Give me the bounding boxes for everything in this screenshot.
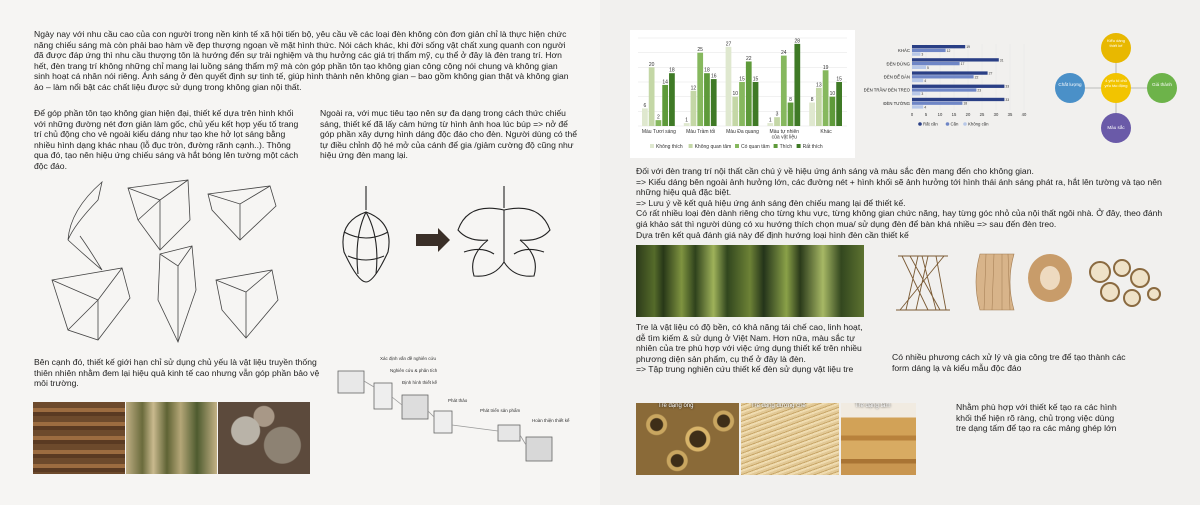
flower-bud-to-bloom-sketch	[318, 182, 558, 302]
data-label: 18	[704, 67, 710, 74]
intro-paragraph: Ngày nay với nhu cầu cao của con người trong nền kinh tế xã hội tiến bộ, yêu cầu về các loại đèn không còn đơn giản chỉ là thực hiện chức năng chiếu sáng mà còn phải bao hàm về đẹp thượng ngoạn về mặt hình thức. Nói cách khác, khi đời sống vật chất xung quanh con người đã được đáp ứng thì nhu cầu thượng tôn là hướng đến sự trải nghiệm và thụ hưởng các giá trị thẩm mỹ, cụ thể ở đây là đèn trang trí. Hơn hết, đèn trang trí không những chỉ mang lại luồng sáng thẩm mỹ mà còn góp phần tôn tạo không gian công cộng nói chung và không gian sinh hoạt cá nhân nói riêng. Ánh sáng ở đèn quyết định sự tinh tế, giúp hình thành nên không gian – bao gồm không gian thật và không gian ảo – làm nổi bật các chất liệu được sử dụng trong không gian nội thất.	[34, 29, 569, 92]
bar	[711, 79, 717, 126]
process-steps	[372, 356, 582, 471]
process-step-2: Nghiên cứu & phân tích	[390, 368, 438, 373]
data-label: 13	[816, 82, 822, 89]
legend-label: Không quan tâm	[694, 144, 732, 150]
data-label: 12	[690, 85, 697, 92]
category-label: ĐÈN ĐỨNG	[886, 61, 910, 67]
bar	[732, 97, 738, 126]
bar	[704, 73, 710, 126]
data-label: 17	[960, 62, 965, 67]
mindmap-bottom: Màu sắc	[1107, 125, 1125, 130]
material-paragraph: Bên cạnh đó, thiết kế giới hạn chỉ sử dụng chủ yếu là vật liệu truyền thống thiên nhiên nhằm đem lại hiệu quả kinh tế cao nhưng vẫn góp phần bảo vệ môi trường.	[34, 357, 320, 389]
bamboo-panel-photo	[841, 403, 916, 475]
bar	[912, 49, 946, 52]
legend-swatch	[963, 122, 967, 126]
process-step-5: Phát triển sản phẩm	[480, 408, 521, 413]
category-label: Màu Trầm tối	[686, 129, 716, 135]
bar	[912, 58, 999, 61]
bar	[774, 117, 780, 126]
bamboo-forest-photo	[126, 402, 217, 474]
data-label: 4	[924, 105, 927, 110]
bar	[656, 120, 662, 126]
lighting-analysis-paragraph: Đối với đèn trang trí nội thất cần chú ý về hiệu ứng ánh sáng và màu sắc đèn mang đến cho không gian. => Kiểu dáng bên ngoài ảnh hưởng lớn, các đường nét + hình khối sẽ ảnh hưởng tới hình thái ánh sáng phát ra, hắt lên tường và tạo nên những hiệu quả đặc biệt. => Lưu ý về kết quả hiệu ứng ánh sáng đèn chiếu mang lại để thiết kế. Có rất nhiều loại đèn dành riêng cho từng khu vực, từng không gian chức năng, hay từng góc nhỏ của nội thất ngôi nhà. Ở đây, theo đánh giá khảo sát thì người dùng có xu hướng thích chọn mua/ sử dụng đèn để bàn khá nhiều => sau đến đèn treo. Dựa trên kết quả đánh giá này để định hướng loại hình đèn cần thiết kế	[636, 166, 1163, 240]
bar	[753, 82, 759, 126]
bar	[836, 82, 842, 126]
bamboo-material-paragraph: Tre là vật liệu có độ bền, có khả năng tái chế cao, linh hoạt, dễ tìm kiếm & sử dụng ở Việt Nam. Hơn nữa, màu sắc tự nhiên của tre phù hợp với việc ứng dụng thiết kế trên nhiều phương diện sản phẩm, cụ thể ở đây là đèn. => Tập trung nghiên cứu thiết kế đèn sử dụng vật liệu tre	[636, 322, 863, 375]
bar	[726, 47, 732, 126]
form-paragraph: Để góp phần tôn tạo không gian hiện đại, thiết kế dựa trên hình khối với những đường nét đơn giản làm gốc, chủ yếu kết hợp yếu tố trang trí chủ động cho vẻ ngoài kiểu dáng như tạo khe hở lọt sáng bằng nhiều hình dạng khác nhau (lỗ đục tròn, đường rãnh cạnh..). Thông qua đó, tạo nên hiệu ứng chiếu sáng và hắt bóng lên tường một cách độc đáo.	[34, 108, 299, 171]
mindmap-center: 4 yếu tố chủ yếu tác động	[1104, 78, 1128, 88]
bamboo-grove-photo	[636, 245, 864, 317]
bar	[794, 44, 800, 126]
bar	[912, 102, 962, 105]
bamboo-forms-paragraph: Có nhiều phương cách xử lý và gia công tre để tạo thành các form dáng lạ và kiểu mẫu độc đáo	[892, 352, 1126, 373]
process-step-4: Phát thảo	[448, 398, 468, 403]
data-label: 5	[927, 65, 929, 70]
data-label: 19	[966, 45, 970, 50]
bar	[912, 66, 926, 69]
right-page	[600, 0, 1200, 505]
data-label: 1	[685, 117, 689, 124]
stone-photo	[218, 402, 310, 474]
tick-label: 25	[979, 112, 985, 117]
data-label: 3	[921, 92, 924, 97]
tick-label: 20	[965, 112, 971, 117]
legend-label: Cần	[950, 121, 959, 127]
data-label: 18	[963, 101, 968, 106]
bar	[816, 88, 822, 126]
legend-swatch	[735, 144, 739, 148]
bar	[912, 98, 1004, 101]
bar	[697, 53, 703, 126]
bar	[912, 62, 960, 65]
data-label: 15	[836, 76, 842, 83]
data-label: 15	[739, 76, 745, 83]
bamboo-panel-label: Tre dạng tấm	[855, 403, 891, 409]
color-preference-chart	[630, 30, 855, 158]
category-label: ĐÈN TƯỜNG	[883, 100, 910, 106]
legend-label: Rất cần	[923, 121, 938, 127]
mindmap-right: Giá thành	[1152, 82, 1172, 87]
bar	[809, 103, 815, 126]
bar	[781, 56, 787, 126]
data-label: 3	[921, 52, 924, 57]
geometric-lamp-sketches	[40, 170, 290, 350]
data-label: 12	[946, 48, 951, 53]
process-step-6: Hoàn thiện thiết kế	[532, 418, 570, 423]
data-label: 28	[794, 38, 801, 45]
bar	[912, 71, 988, 74]
tick-label: 10	[937, 112, 943, 117]
data-label: 25	[697, 47, 703, 54]
data-label: 24	[781, 50, 787, 57]
data-label: 14	[662, 79, 668, 86]
data-label: 2	[657, 114, 660, 121]
process-step-1: Xác định vấn đề nghiên cứu	[380, 356, 437, 361]
data-label: 6	[643, 102, 647, 109]
data-label: 22	[974, 75, 979, 80]
data-label: 20	[648, 61, 655, 68]
legend-label: Không cần	[968, 121, 989, 127]
key-factors-mindmap	[1046, 32, 1186, 144]
data-label: 18	[669, 67, 675, 74]
legend-swatch	[650, 144, 654, 148]
bar	[912, 92, 920, 95]
wood-photo	[33, 402, 125, 474]
mindmap-top: Kiểu dáng thiết kế	[1106, 38, 1125, 48]
bar	[912, 79, 923, 82]
category-label: ĐÈN TRẦN/ ĐÈN TREO	[864, 87, 910, 93]
bamboo-tube-photo	[636, 403, 739, 475]
bar	[642, 108, 648, 126]
category-label: Màu Đa quang	[726, 129, 759, 135]
data-label: 27	[988, 71, 993, 76]
bamboo-strip-photo	[741, 403, 839, 475]
bar	[912, 88, 976, 91]
bar	[912, 105, 923, 108]
flower-paragraph: Ngoài ra, với mục tiêu tạo nên sự đa dạng trong cách thức chiếu sáng, thiết kế đã lấy cảm hứng từ hình ảnh hoa lúc búp => nở để góp phần xây dựng hình dáng độc đáo cho đèn. Người dùng có thể tự điều chỉnh độ hé mở của cánh để gia /giảm cường độ cũng như hiệu ứng đèn mang lại.	[320, 108, 578, 161]
bar	[788, 103, 794, 126]
data-label: 27	[725, 41, 732, 48]
data-label: 8	[810, 97, 814, 104]
tick-label: 30	[993, 112, 999, 117]
bamboo-tube-label: Tre dạng ống	[658, 403, 694, 409]
data-label: 1	[768, 117, 772, 124]
data-label: 15	[752, 76, 759, 83]
bar	[662, 85, 668, 126]
legend-label: Thích	[779, 144, 793, 150]
bar	[912, 85, 1004, 88]
tick-label: 15	[951, 112, 957, 117]
bar	[829, 97, 835, 126]
tick-label: 5	[924, 112, 928, 117]
bar	[669, 73, 675, 126]
data-label: 33	[1005, 97, 1010, 102]
tick-label: 0	[910, 112, 914, 117]
data-label: 4	[924, 79, 927, 83]
bar	[912, 52, 920, 55]
bamboo-strip-label: Tre dạng đường chẻ	[751, 403, 806, 409]
data-label: 22	[745, 55, 752, 62]
legend-label: Không thích	[656, 144, 683, 150]
tick-label: 40	[1021, 112, 1027, 117]
data-label: 16	[710, 73, 717, 80]
bar	[912, 75, 974, 78]
category-label: ĐÈN ĐỂ BÀN	[883, 74, 910, 80]
tick-label: 35	[1007, 112, 1013, 117]
category-label: Khác	[820, 129, 832, 135]
bar	[739, 82, 745, 126]
category-label: của vật liệu	[771, 134, 797, 141]
bar	[823, 70, 829, 126]
data-label: 19	[822, 64, 829, 71]
lamp-type-chart	[864, 40, 1030, 136]
bar	[912, 45, 965, 48]
category-label: Màu Tươi sáng	[641, 129, 676, 135]
bar	[691, 91, 697, 126]
data-label: 10	[732, 91, 739, 98]
bamboo-panel-paragraph: Nhằm phù hợp với thiết kế tạo ra các hình khối thể hiện rõ ràng, chủ trọng việc dùng tre dạng tấm để tạo ra các mảng ghép lớn	[956, 402, 1117, 434]
data-label: 3	[775, 111, 779, 118]
mindmap-left: Chất lượng	[1058, 82, 1082, 87]
category-label: Màu tự nhiên	[769, 129, 800, 135]
legend-swatch	[946, 122, 950, 126]
data-label: 10	[829, 91, 836, 98]
legend-swatch	[918, 122, 922, 126]
legend-label: Có quan tâm	[741, 144, 770, 150]
legend-label: Rất thích	[802, 144, 823, 150]
process-step-3: Định hình thiết kế	[402, 380, 438, 385]
legend-swatch	[797, 144, 801, 148]
arrow-icon	[416, 228, 450, 252]
bar	[746, 61, 752, 126]
bar	[649, 67, 655, 126]
legend-swatch	[774, 144, 778, 148]
legend-swatch	[689, 144, 693, 148]
data-label: 33	[1005, 84, 1010, 89]
data-label: 23	[977, 88, 982, 93]
data-label: 8	[789, 97, 792, 104]
data-label: 31	[999, 58, 1004, 63]
bamboo-forms-illustrations	[888, 248, 1168, 316]
category-label: KHÁC	[898, 48, 910, 54]
